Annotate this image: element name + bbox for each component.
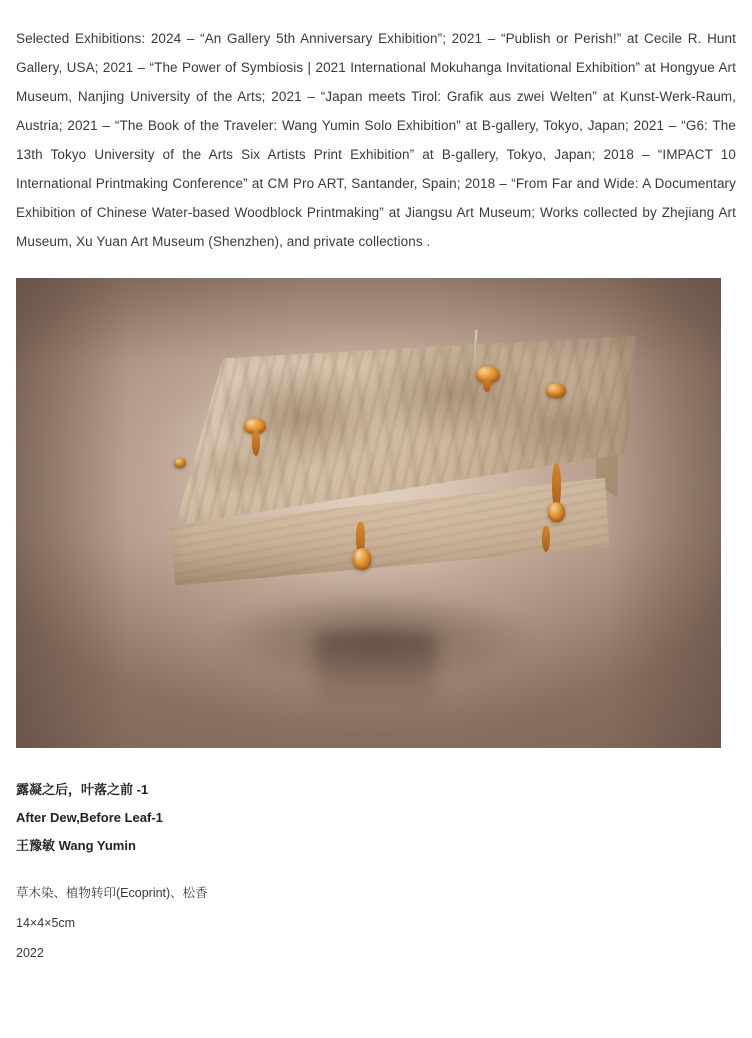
artwork-image (16, 278, 721, 748)
artwork-medium: 草木染、植物转印(Ecoprint)、松香 (16, 885, 208, 900)
artwork-title-en: After Dew,Before Leaf-1 (16, 809, 163, 825)
wall-vignette (16, 278, 721, 748)
document-page (0, 14, 752, 1038)
exhibitions-paragraph: Selected Exhibitions: 2024 – “An Gallery 5th Anniversary Exhibition”; 2021 – “Publish or Perish!” at Cecile R. Hunt Gallery, USA; 2021 – “The Power of Symbiosis | 2021 International Mokuhanga Invitational Exhibition” at Hongyue Art Museum, Nanjing University of the Arts; 2021 – “Japan meets Tirol: Grafik aus zwei Welten” at Kunst-Werk-Raum, Austria; 2021 – “The Book of the Traveler: Wang Yumin Solo Exhibition” at B-gallery, Tokyo, Japan; 2021 – “G6: The 13th Tokyo University of the Arts Six Artists Print Exhibition” at B-gallery, Tokyo, Japan; 2018 – “IMPACT 10 International Printmaking Conference” at CM Pro ART, Santander, Spain; 2018 – “From Far and Wide: A Documentary Exhibition of Chinese Water-based Woodblock Printmaking” at Jiangsu Art Museum; Works collected by Zhejiang Art Museum, Xu Yuan Art Museum (Shenzhen), and private collections . (16, 30, 736, 249)
artwork-artist: 王豫敏 Wang Yumin (16, 837, 136, 853)
artwork-caption (16, 776, 736, 968)
artwork-title-zh: 露凝之后，叶落之前 -1 (16, 781, 149, 797)
artwork-dimensions: 14×4×5cm (16, 915, 76, 930)
artwork-year: 2022 (16, 945, 44, 960)
artwork-meta (16, 878, 736, 968)
